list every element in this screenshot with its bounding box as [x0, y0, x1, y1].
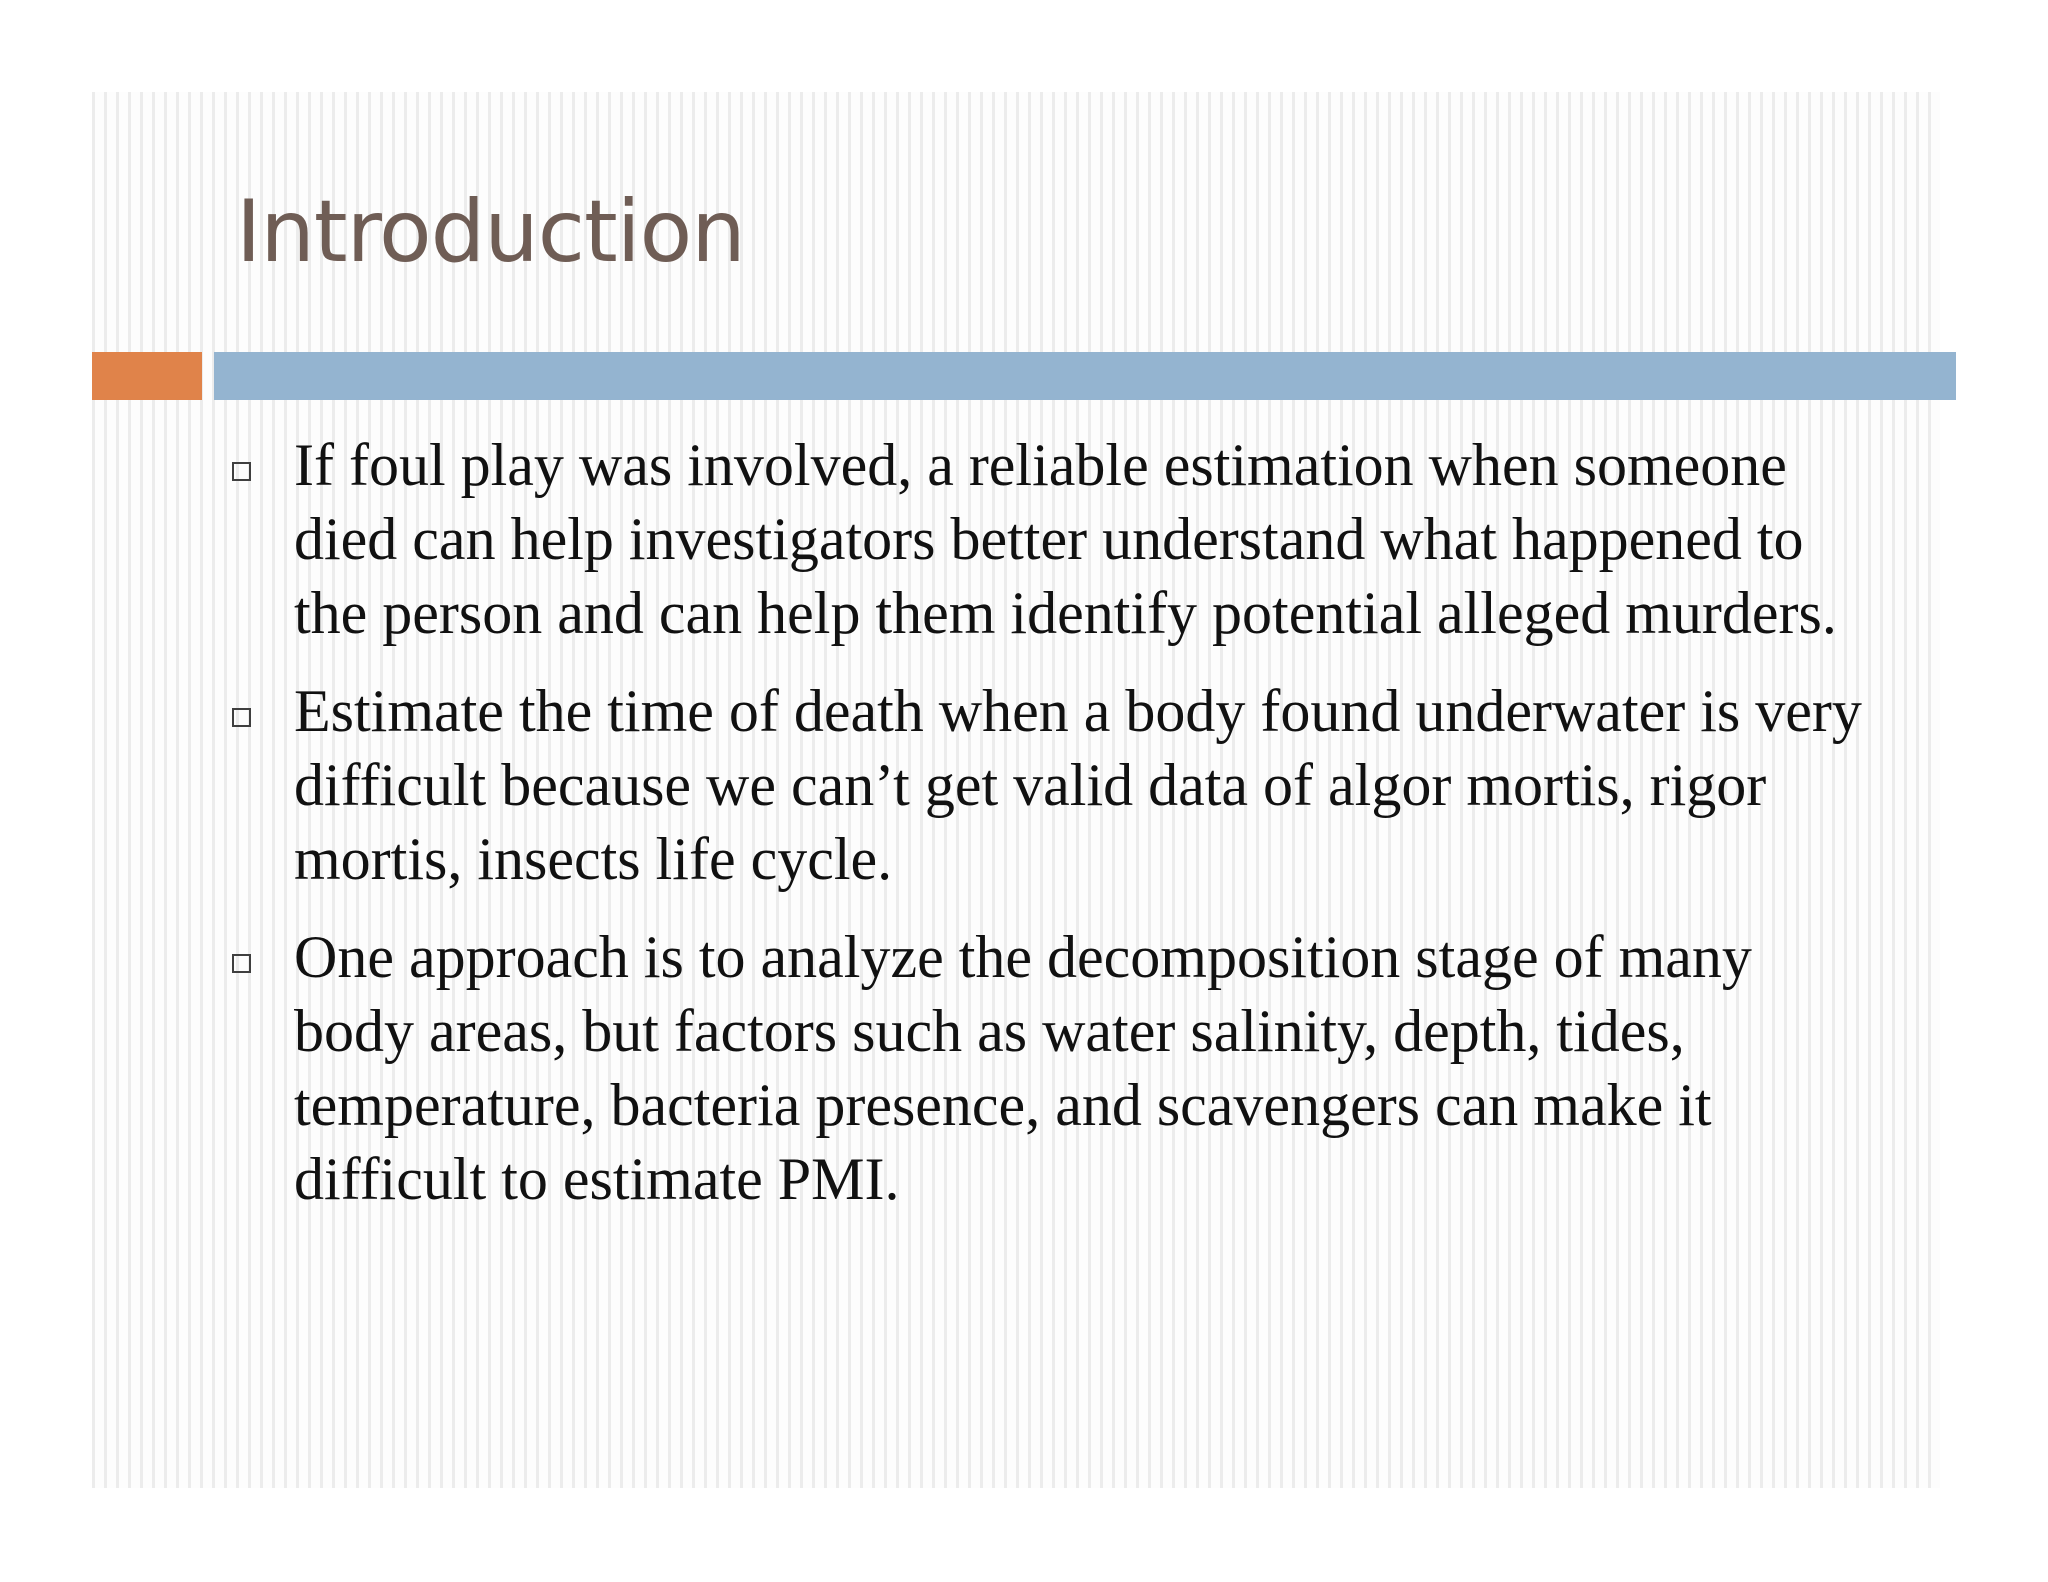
title-divider-bar	[214, 352, 1956, 400]
hollow-square-bullet-icon	[232, 462, 251, 481]
bullet-item	[226, 920, 1876, 1216]
bullet-item	[226, 428, 1876, 650]
bullet-item	[226, 674, 1876, 896]
slide-title: Introduction	[236, 182, 745, 282]
hollow-square-bullet-icon	[232, 954, 251, 973]
bullet-list	[226, 428, 1876, 1240]
hollow-square-bullet-icon	[232, 708, 251, 727]
bullet-text: If foul play was involved, a reliable estimation when someone died can help investigators better understand what happened to the person and can help them identify potential alleged murders.	[294, 432, 1837, 646]
bullet-text: Estimate the time of death when a body found underwater is very difficult because we can’t get valid data of algor mortis, rigor mortis, insects life cycle.	[294, 678, 1862, 892]
bullet-text: One approach is to analyze the decomposition stage of many body areas, but factors such as water salinity, depth, tides, temperature, bacteria presence, and scavengers can make it difficult to estimate PMI.	[294, 924, 1752, 1212]
title-accent-bar	[92, 352, 202, 400]
